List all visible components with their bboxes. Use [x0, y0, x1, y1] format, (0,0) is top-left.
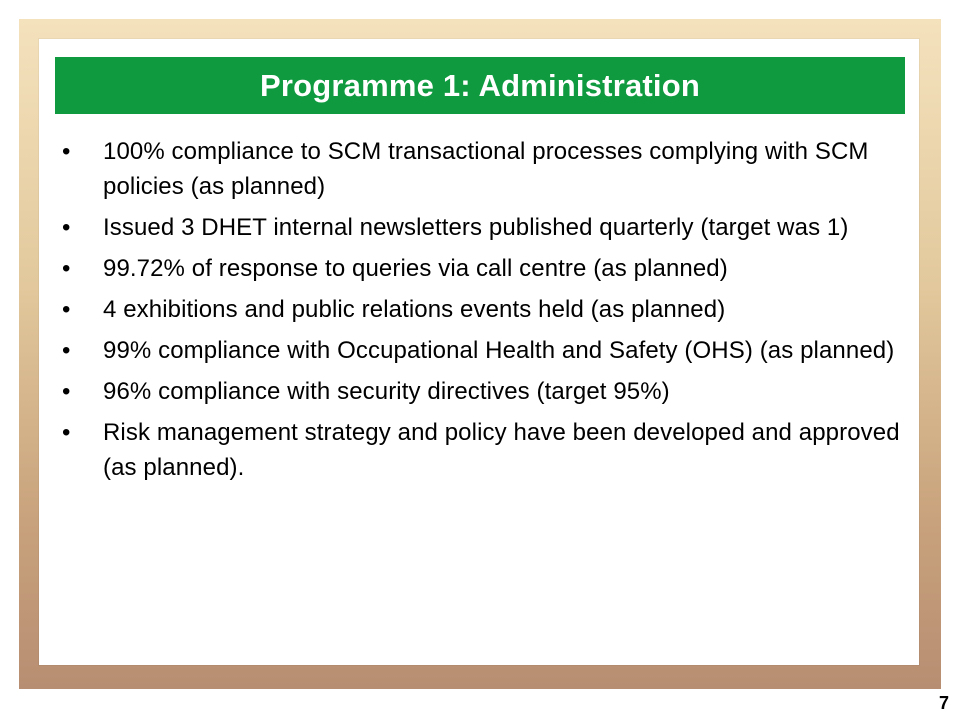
bullet-text: Risk management strategy and policy have been developed and approved (as planned). [103, 419, 900, 481]
bullet-text: 100% compliance to SCM transactional processes complying with SCM policies (as planned) [103, 138, 869, 200]
bullet-icon: • [62, 296, 71, 323]
bullet-list [62, 134, 902, 491]
bullet-text: 99% compliance with Occupational Health and Safety (OHS) (as planned) [103, 337, 895, 364]
bullet-item-security [62, 374, 902, 409]
bullet-icon: • [62, 214, 71, 241]
slide-title: Programme 1: Administration [259, 67, 701, 103]
bullet-item-risk-management [62, 415, 902, 485]
bullet-icon: • [62, 255, 71, 282]
bullet-item-ohs [62, 333, 902, 368]
bullet-text: 96% compliance with security directives (target 95%) [103, 378, 670, 405]
bullet-item-exhibitions [62, 292, 902, 327]
bullet-text: 99.72% of response to queries via call centre (as planned) [103, 255, 728, 282]
bullet-icon: • [62, 419, 71, 446]
bullet-icon: • [62, 378, 71, 405]
page-number: 7 [938, 693, 949, 713]
bullet-item-call-centre [62, 251, 902, 286]
bullet-item-scm-compliance [62, 134, 902, 204]
title-banner [55, 57, 905, 114]
bullet-icon: • [62, 337, 71, 364]
bullet-item-newsletters [62, 210, 902, 245]
bullet-text: Issued 3 DHET internal newsletters published quarterly (target was 1) [103, 214, 849, 241]
bullet-text: 4 exhibitions and public relations events held (as planned) [103, 296, 726, 323]
bullet-icon: • [62, 138, 71, 165]
